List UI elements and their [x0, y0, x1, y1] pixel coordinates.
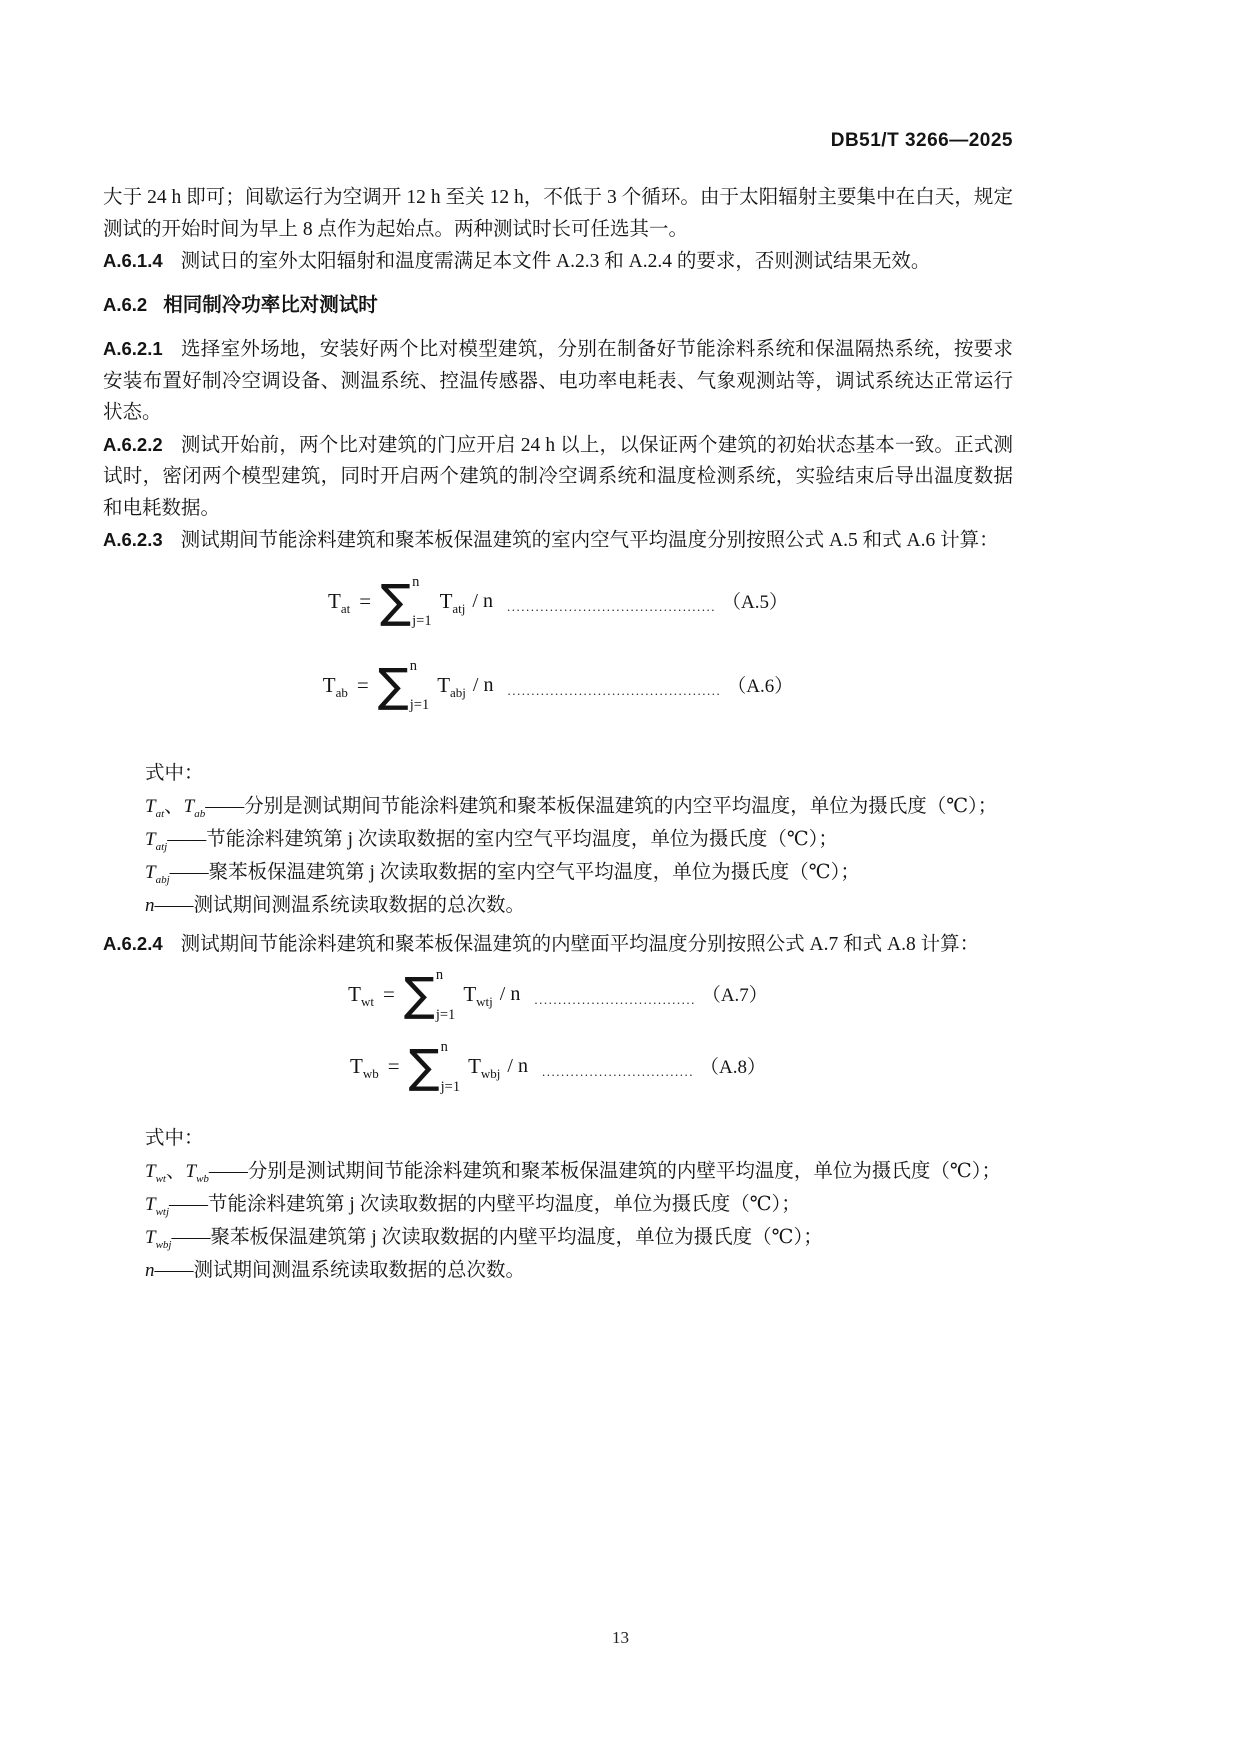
where-label: 式中：: [145, 762, 204, 784]
definition-dash: ——: [169, 1194, 209, 1215]
lower-limit: j=1: [412, 613, 432, 629]
sigma-icon: ∑: [403, 967, 435, 1022]
symbol-subscript: ab: [194, 807, 206, 820]
formula-a8: [103, 1036, 1013, 1098]
variable-base: T: [437, 672, 451, 697]
where-block-2: [145, 1122, 1013, 1287]
formula-lhs: [328, 586, 350, 618]
variable-base: T: [328, 588, 341, 613]
page-header: [103, 130, 1013, 152]
clause-a-6-2-4: [103, 928, 1013, 961]
variable-subscript: atj: [452, 600, 466, 616]
clause-number: A.6.2.4: [103, 932, 163, 954]
symbol-base: T: [145, 861, 156, 883]
summation-limits: [441, 1038, 460, 1096]
clause-a-6-2-1: [103, 333, 1013, 429]
definition-item: [145, 856, 1013, 889]
document-body: [103, 182, 1013, 1287]
where-block-1: [145, 757, 1013, 922]
clause-a-6-2-2: [103, 429, 1013, 525]
formula-term: [437, 670, 466, 702]
clause-number: A.6.2.1: [103, 338, 163, 359]
variable-subscript: abj: [450, 684, 466, 700]
formula-lhs: [323, 670, 348, 702]
dot-leader: ............................................: [506, 598, 716, 614]
definition-item: [145, 1221, 1013, 1254]
equals-sign: =: [387, 1054, 400, 1079]
symbol: [183, 795, 206, 820]
variable-subscript: wt: [361, 994, 374, 1010]
summation-limits: [436, 966, 455, 1024]
heading-a-6-2: [103, 289, 1013, 322]
paragraph-continuation: 大于 24 h 即可；间歇运行为空调开 12 h 至关 12 h，不低于 3 个循环。由于太阳辐射主要集中在白天，规定测试的开始时间为早上 8 点作为起始点。两种测试时长可任选其一。: [103, 187, 1013, 240]
definition-text: 测试期间测温系统读取数据的总次数。: [193, 894, 526, 916]
equals-sign: =: [356, 672, 369, 697]
variable-base: T: [468, 1054, 481, 1079]
definition-text: 聚苯板保温建筑第 j 次读取数据的内壁平均温度，单位为摄氏度（℃）；: [210, 1227, 823, 1248]
symbol-base: T: [145, 1194, 156, 1215]
clause-text: 测试期间节能涂料建筑和聚苯板保温建筑的内壁面平均温度分别按照公式 A.7 和式 A.8 计算：: [180, 933, 980, 955]
page-number: 13: [612, 1628, 629, 1647]
formula-label: （A.7）: [701, 985, 768, 1007]
upper-limit: n: [409, 657, 417, 674]
heading-title: 相同制冷功率比对测试时: [163, 293, 378, 316]
definition-dash: ——: [169, 861, 209, 883]
symbol-base: n: [145, 1260, 155, 1281]
variable-subscript: wtj: [476, 994, 493, 1010]
dot-leader: .............................................: [507, 682, 722, 698]
heading-number: A.6.2: [103, 293, 148, 315]
dot-leader: ................................: [541, 1064, 694, 1080]
definition-item: [145, 1254, 1013, 1287]
equals-sign: =: [383, 982, 395, 1007]
divisor: / n: [507, 1055, 528, 1078]
definition-text: 聚苯板保温建筑第 j 次读取数据的室内空气平均温度，单位为摄氏度（℃）；: [208, 861, 860, 883]
definition-dash: ——: [167, 828, 207, 850]
formula-label: （A.5）: [721, 591, 788, 613]
clause-number: A.6.2.3: [103, 529, 163, 550]
lower-limit: j=1: [409, 697, 430, 713]
lower-limit: j=1: [435, 1006, 456, 1023]
symbol-subscript: wt: [155, 1172, 166, 1185]
formula-term: [468, 1051, 500, 1083]
summation: [378, 657, 429, 715]
clause-text: 选择室外场地，安装好两个比对模型建筑，分别在制备好节能涂料系统和保温隔热系统，按要求安装布置好制冷空调设备、测温系统、控温传感器、电功率电耗表、气象观测站等，调试系统达正常运行状态。: [103, 339, 1013, 423]
definition-dash: ——: [205, 795, 245, 817]
variable-base: T: [348, 982, 361, 1007]
symbol-subscript: wtj: [155, 1205, 170, 1218]
symbol-base: T: [145, 828, 156, 850]
symbol: [145, 861, 170, 886]
clause-text: 测试开始前，两个比对建筑的门应开启 24 h 以上，以保证两个建筑的初始状态基本一致。正式测试时，密闭两个模型建筑，同时开启两个建筑的制冷空调系统和温度检测系统，实验结束后导出温度数据和电耗数据。: [103, 434, 1013, 519]
definition-text: 测试期间测温系统读取数据的总次数。: [193, 1260, 526, 1281]
separator: 、: [164, 795, 184, 817]
clause-a-6-2-3: [103, 524, 1013, 557]
formula-term: [463, 979, 492, 1011]
summation-limits: [412, 573, 431, 631]
variable-base: T: [463, 982, 477, 1007]
summation: [404, 966, 455, 1024]
definition-item: [145, 823, 1013, 856]
symbol: [145, 895, 155, 916]
formula-label: （A.8）: [699, 1057, 766, 1079]
definition-item: [145, 1188, 1013, 1221]
formula-a5: [103, 571, 1013, 633]
clause-number: A.6.1.4: [103, 250, 163, 271]
symbol-subscript: wbj: [155, 1238, 172, 1251]
dot-leader: ..................................: [534, 992, 696, 1008]
formula-term: [440, 586, 466, 618]
divisor: / n: [472, 589, 493, 612]
separator: 、: [165, 1161, 186, 1182]
definition-dash: ——: [208, 1161, 248, 1182]
variable-subscript: wbj: [480, 1066, 501, 1082]
doc-number: DB51/T 3266—2025: [830, 130, 1013, 151]
symbol: [185, 1161, 209, 1185]
divisor: / n: [472, 673, 494, 696]
symbol-base: T: [185, 1161, 197, 1182]
formula-a6: [103, 655, 1013, 717]
divisor: / n: [499, 983, 521, 1006]
definition-text: 分别是测试期间节能涂料建筑和聚苯板保温建筑的内壁平均温度，单位为摄氏度（℃）；: [247, 1161, 1001, 1182]
variable-base: T: [439, 588, 453, 613]
upper-limit: n: [435, 967, 444, 983]
definition-text: 分别是测试期间节能涂料建筑和聚苯板保温建筑的内空平均温度，单位为摄氏度（℃）；: [244, 795, 998, 817]
definition-item: [145, 790, 1013, 823]
symbol: [145, 828, 168, 853]
symbol-subscript: atj: [155, 840, 168, 853]
symbol-base: T: [145, 1227, 156, 1248]
definition-item: [145, 889, 1013, 922]
symbol: [145, 795, 165, 820]
formula-label: （A.6）: [727, 675, 794, 697]
clause-text: 测试期间节能涂料建筑和聚苯板保温建筑的室内空气平均温度分别按照公式 A.5 和式 A.6 计算：: [180, 530, 999, 551]
symbol-subscript: wb: [196, 1172, 209, 1185]
definition-dash: ——: [171, 1227, 211, 1248]
summation-limits: [410, 657, 429, 715]
sigma-icon: ∑: [408, 1039, 440, 1094]
variable-base: T: [322, 672, 336, 697]
upper-limit: n: [440, 1039, 448, 1055]
variable-subscript: at: [340, 600, 351, 616]
variable-subscript: wb: [362, 1066, 379, 1082]
summation: [380, 573, 431, 631]
clause-number: A.6.2.2: [103, 433, 163, 455]
where-label: 式中：: [145, 1128, 204, 1149]
definition-text: 节能涂料建筑第 j 次读取数据的室内空气平均温度，单位为摄氏度（℃）；: [206, 828, 838, 850]
formula-lhs: [348, 979, 374, 1011]
variable-subscript: ab: [335, 684, 348, 700]
upper-limit: n: [412, 573, 420, 590]
symbol: [145, 1194, 170, 1218]
sigma-icon: ∑: [380, 573, 412, 628]
definition-dash: ——: [154, 894, 194, 916]
summation: [409, 1038, 460, 1096]
equals-sign: =: [359, 588, 372, 613]
lower-limit: j=1: [440, 1078, 461, 1095]
symbol-base: T: [183, 795, 195, 817]
symbol: [145, 1260, 155, 1281]
symbol-base: T: [145, 795, 156, 817]
sigma-icon: ∑: [377, 657, 409, 712]
formula-lhs: [350, 1051, 379, 1083]
symbol-subscript: at: [155, 807, 165, 820]
clause-text: 测试日的室外太阳辐射和温度需满足本文件 A.2.3 和 A.2.4 的要求，否则测试结果无效。: [180, 251, 931, 272]
symbol-base: n: [145, 894, 155, 916]
symbol-subscript: abj: [155, 873, 170, 886]
definition-item: [145, 1155, 1013, 1188]
page-footer: [0, 1628, 1241, 1648]
symbol: [145, 1161, 166, 1185]
formula-a7: [103, 964, 1013, 1026]
definition-text: 节能涂料建筑第 j 次读取数据的内壁平均温度，单位为摄氏度（℃）；: [208, 1194, 801, 1215]
symbol-base: T: [145, 1161, 156, 1182]
variable-base: T: [350, 1054, 363, 1079]
definition-dash: ——: [154, 1260, 194, 1281]
symbol: [145, 1227, 172, 1251]
clause-a-6-1-4: [103, 245, 1013, 278]
